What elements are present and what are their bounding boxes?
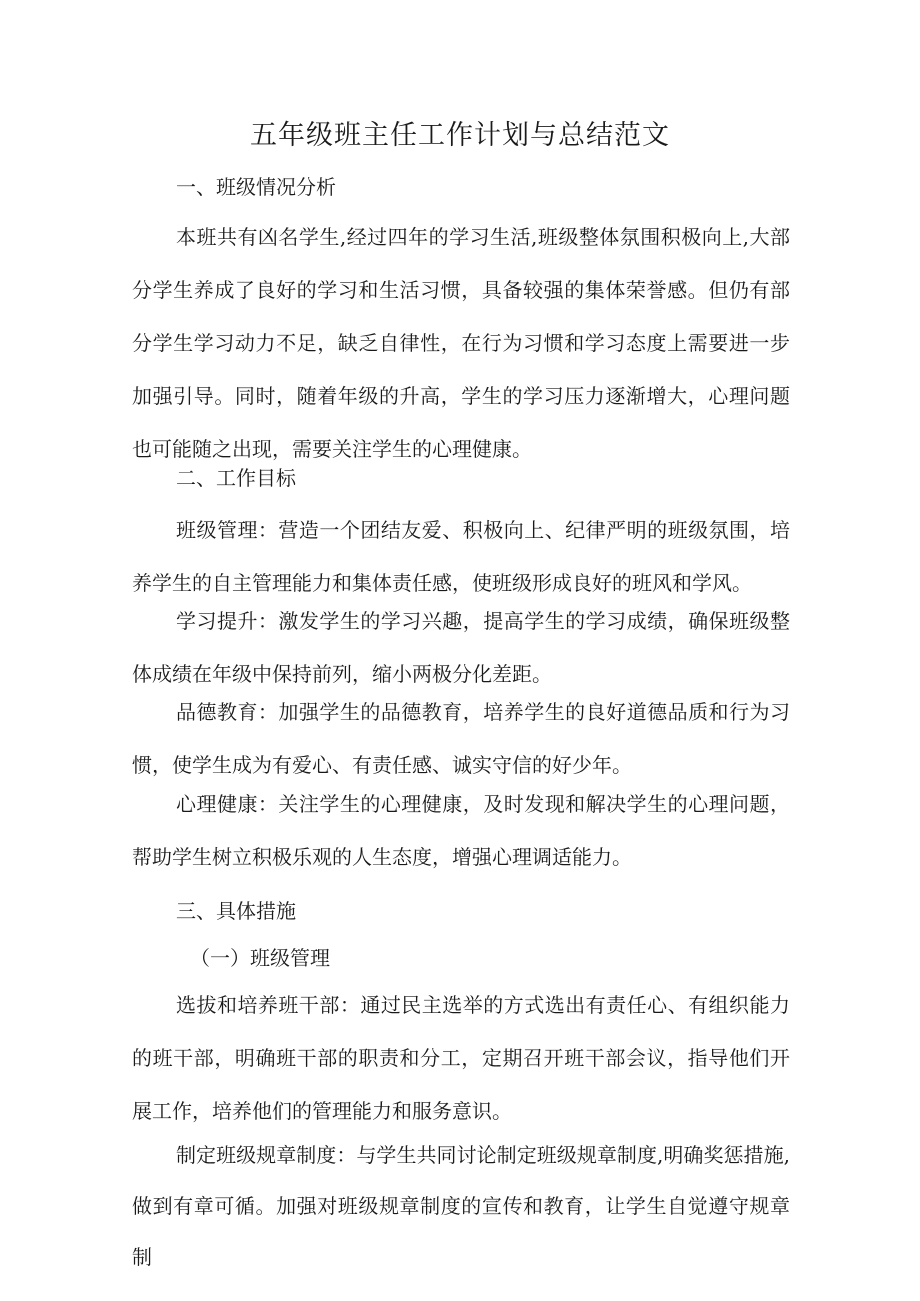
paragraph-mental-health-goal: 心理健康：关注学生的心理健康，及时发现和解决学生的心理问题，帮助学生树立积极乐观的人生态度，增强心理调适能力。 <box>132 792 790 869</box>
section-heading-class-analysis: 一、班级情况分析 <box>176 175 336 199</box>
section-heading-specific-measures: 三、具体措施 <box>176 899 296 923</box>
document-title: 五年级班主任工作计划与总结范文 <box>250 120 670 151</box>
paragraph-class-management-goal: 班级管理：营造一个团结友爱、积极向上、纪律严明的班级氛围，培养学生的自主管理能力和集体责任感，使班级形成良好的班风和学风。 <box>132 518 790 595</box>
paragraph-class-analysis: 本班共有凶名学生,经过四年的学习生活,班级整体氛围积极向上,大部分学生养成了良好的学习和生活习惯，具备较强的集体荣誉感。但仍有部分学生学习动力不足，缺乏自律性，在行为习惯和学习态度上需要进一步加强引导。同时，随着年级的升高，学生的学习压力逐渐增大，心理问题也可能随之出现，需要关注学生的心理健康。 <box>132 225 790 461</box>
subsection-heading-class-management: （一）班级管理 <box>190 946 330 970</box>
paragraph-study-improvement-goal: 学习提升：激发学生的学习兴趣，提高学生的学习成绩，确保班级整体成绩在年级中保持前列，缩小两极分化差距。 <box>132 609 790 686</box>
paragraph-moral-education-goal: 品德教育：加强学生的品德教育，培养学生的良好道德品质和行为习惯，使学生成为有爱心、有责任感、诚实守信的好少年。 <box>132 700 790 777</box>
paragraph-class-rules: 制定班级规章制度：与学生共同讨论制定班级规章制度,明确奖惩措施,做到有章可循。加强对班级规章制度的宣传和教育，让学生自觉遵守规章制 <box>132 1143 790 1269</box>
section-heading-work-goals: 二、工作目标 <box>176 466 296 490</box>
paragraph-class-cadres: 选拔和培养班干部：通过民主选举的方式选出有责任心、有组织能力的班干部，明确班干部的职责和分工，定期召开班干部会议，指导他们开展工作，培养他们的管理能力和服务意识。 <box>132 993 790 1123</box>
